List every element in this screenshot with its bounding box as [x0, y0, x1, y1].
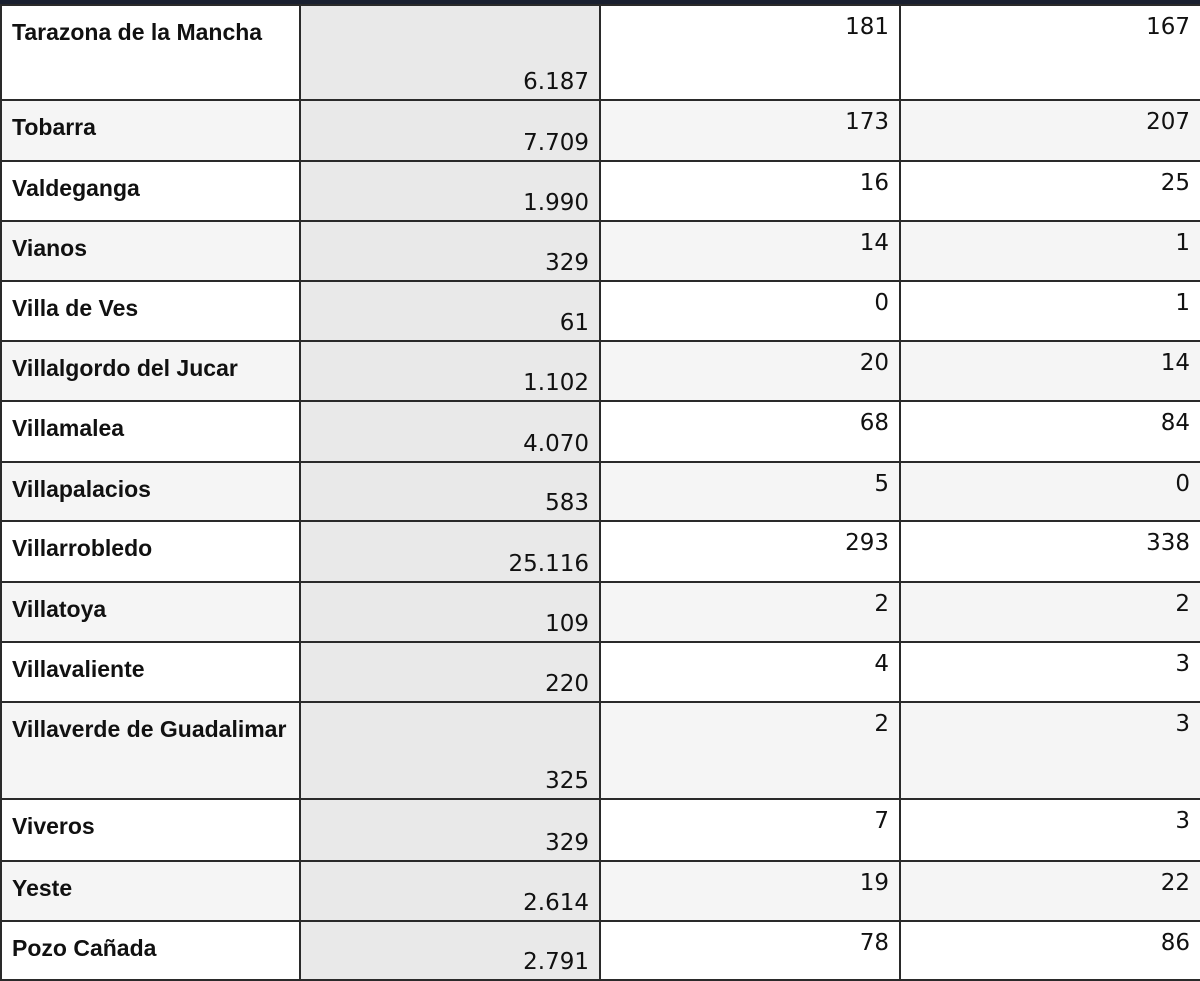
- municipality-name: Villatoya: [1, 582, 300, 642]
- value-cell-a: 68: [600, 401, 900, 462]
- municipality-name: Villa de Ves: [1, 281, 300, 341]
- table-row: [1, 462, 1200, 521]
- value-cell-b: 25: [900, 161, 1200, 221]
- population-cell: 583: [300, 462, 600, 521]
- municipality-name: Villalgordo del Jucar: [1, 341, 300, 401]
- municipality-name: Tobarra: [1, 100, 300, 161]
- table-row: [1, 401, 1200, 462]
- value-cell-a: 0: [600, 281, 900, 341]
- value-cell-a: 5: [600, 462, 900, 521]
- municipality-name: Valdeganga: [1, 161, 300, 221]
- population-cell: 329: [300, 221, 600, 281]
- table-row: [1, 861, 1200, 921]
- population-cell: 2.614: [300, 861, 600, 921]
- table-row: [1, 521, 1200, 582]
- value-cell-b: 86: [900, 921, 1200, 980]
- value-cell-a: 181: [600, 5, 900, 100]
- population-cell: 1.102: [300, 341, 600, 401]
- value-cell-b: 3: [900, 642, 1200, 702]
- value-cell-a: 16: [600, 161, 900, 221]
- municipality-name: Villarrobledo: [1, 521, 300, 582]
- value-cell-a: 78: [600, 921, 900, 980]
- population-cell: 25.116: [300, 521, 600, 582]
- table-row: [1, 161, 1200, 221]
- value-cell-b: 167: [900, 5, 1200, 100]
- municipality-name: Tarazona de la Mancha: [1, 5, 300, 100]
- value-cell-b: 1: [900, 221, 1200, 281]
- value-cell-b: 207: [900, 100, 1200, 161]
- municipality-name: Vianos: [1, 221, 300, 281]
- population-cell: 109: [300, 582, 600, 642]
- table-row: [1, 642, 1200, 702]
- table-row: [1, 702, 1200, 799]
- table-row: [1, 921, 1200, 980]
- value-cell-a: 20: [600, 341, 900, 401]
- population-cell: 325: [300, 702, 600, 799]
- value-cell-b: 0: [900, 462, 1200, 521]
- value-cell-a: 2: [600, 702, 900, 799]
- table-row: [1, 221, 1200, 281]
- municipality-name: Villapalacios: [1, 462, 300, 521]
- municipality-name: Pozo Cañada: [1, 921, 300, 980]
- value-cell-b: 3: [900, 702, 1200, 799]
- value-cell-a: 2: [600, 582, 900, 642]
- value-cell-b: 3: [900, 799, 1200, 861]
- population-cell: 6.187: [300, 5, 600, 100]
- value-cell-b: 84: [900, 401, 1200, 462]
- municipality-name: Villamalea: [1, 401, 300, 462]
- value-cell-b: 338: [900, 521, 1200, 582]
- table-row: [1, 5, 1200, 100]
- value-cell-a: 173: [600, 100, 900, 161]
- population-cell: 61: [300, 281, 600, 341]
- population-cell: 220: [300, 642, 600, 702]
- value-cell-b: 2: [900, 582, 1200, 642]
- population-cell: 1.990: [300, 161, 600, 221]
- municipality-name: Yeste: [1, 861, 300, 921]
- value-cell-b: 1: [900, 281, 1200, 341]
- table-row: [1, 341, 1200, 401]
- value-cell-a: 14: [600, 221, 900, 281]
- population-cell: 329: [300, 799, 600, 861]
- municipality-name: Villavaliente: [1, 642, 300, 702]
- population-cell: 2.791: [300, 921, 600, 980]
- value-cell-b: 14: [900, 341, 1200, 401]
- value-cell-a: 4: [600, 642, 900, 702]
- municipality-table: [0, 4, 1200, 981]
- value-cell-b: 22: [900, 861, 1200, 921]
- municipality-name: Villaverde de Guadalimar: [1, 702, 300, 799]
- municipality-name: Viveros: [1, 799, 300, 861]
- table-row: [1, 582, 1200, 642]
- table-row: [1, 281, 1200, 341]
- population-cell: 7.709: [300, 100, 600, 161]
- population-cell: 4.070: [300, 401, 600, 462]
- table-row: [1, 100, 1200, 161]
- table-row: [1, 799, 1200, 861]
- value-cell-a: 19: [600, 861, 900, 921]
- value-cell-a: 7: [600, 799, 900, 861]
- value-cell-a: 293: [600, 521, 900, 582]
